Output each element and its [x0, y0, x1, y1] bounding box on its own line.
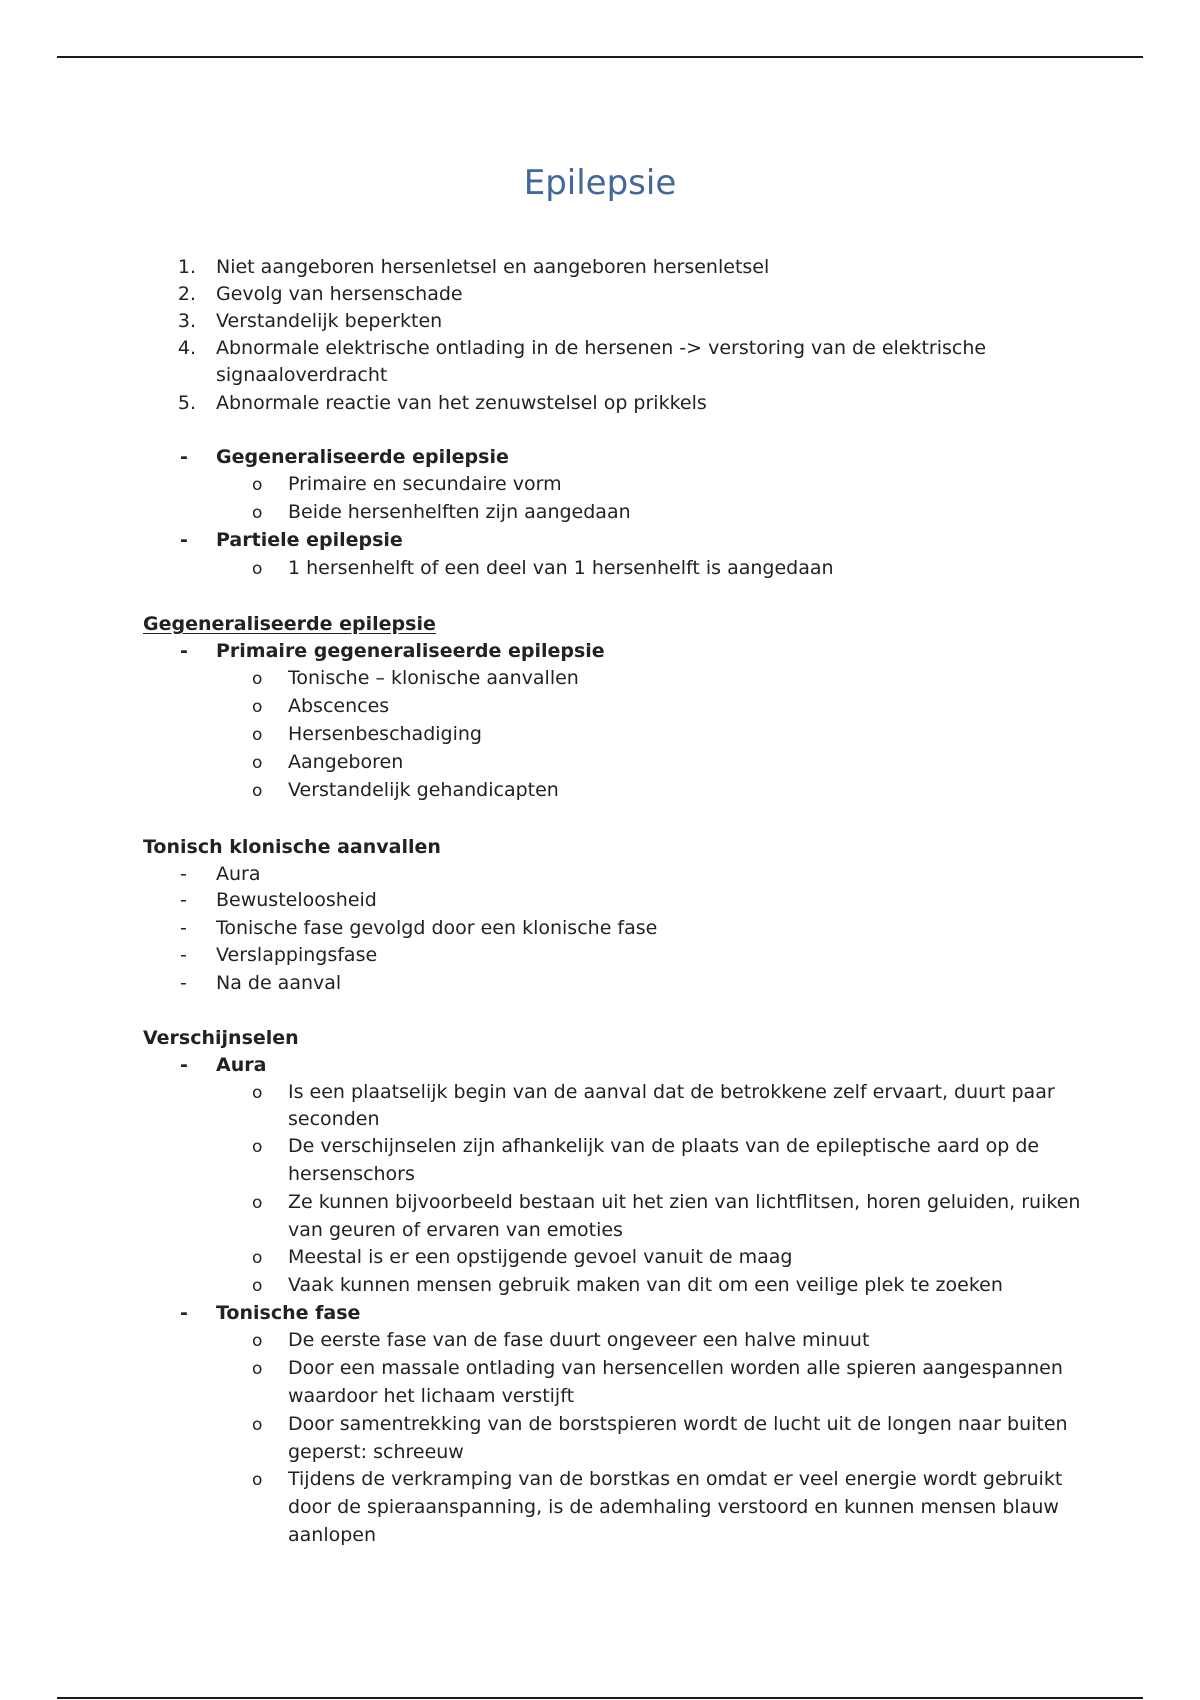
sub-item-continuation: aanlopen — [288, 1524, 377, 1546]
circle-bullet-icon: o — [252, 1415, 263, 1435]
circle-bullet-icon: o — [252, 781, 263, 801]
circle-bullet-icon: o — [252, 1331, 263, 1351]
sub-item-continuation: waardoor het lichaam verstijft — [288, 1385, 575, 1407]
list-number: 4. — [177, 337, 196, 359]
section-heading: Tonisch klonische aanvallen — [143, 836, 441, 858]
list-item: Verstandelijk beperkten — [216, 310, 443, 332]
sub-item: Hersenbeschadiging — [288, 723, 482, 745]
sub-item: Door een massale ontlading van hersencellen worden alle spieren aangespannen — [288, 1357, 1063, 1379]
circle-bullet-icon: o — [252, 475, 263, 495]
sub-item-continuation: van geuren of ervaren van emoties — [288, 1219, 623, 1241]
page-title: Epilepsie — [523, 163, 677, 203]
sub-item: Meestal is er een opstijgende gevoel vanuit de maag — [288, 1246, 793, 1268]
section-heading: Gegeneraliseerde epilepsie — [143, 613, 436, 635]
dash-bullet: - — [180, 972, 187, 994]
dash-bullet: - — [180, 640, 188, 662]
sub-item: Door samentrekking van de borstspieren wordt de lucht uit de longen naar buiten — [288, 1413, 1068, 1435]
circle-bullet-icon: o — [252, 1248, 263, 1268]
circle-bullet-icon: o — [252, 503, 263, 523]
dash-bullet: - — [180, 1302, 188, 1324]
circle-bullet-icon: o — [252, 559, 263, 579]
sub-item: Ze kunnen bijvoorbeeld bestaan uit het zien van lichtflitsen, horen geluiden, ruiken — [288, 1191, 1081, 1213]
sub-item: Tijdens de verkramping van de borstkas en omdat er veel energie wordt gebruikt — [288, 1468, 1063, 1490]
list-number: 5. — [177, 392, 196, 414]
circle-bullet-icon: o — [252, 1276, 263, 1296]
circle-bullet-icon: o — [252, 1083, 263, 1103]
sub-item: Aangeboren — [288, 751, 404, 773]
sub-item: Verstandelijk gehandicapten — [288, 779, 559, 801]
dash-bullet: - — [180, 1054, 188, 1076]
list-item: Bewusteloosheid — [216, 889, 377, 911]
circle-bullet-icon: o — [252, 725, 263, 745]
list-number: 1. — [177, 256, 196, 278]
sub-item: Beide hersenhelften zijn aangedaan — [288, 501, 631, 523]
list-item: Abnormale reactie van het zenuwstelsel op prikkels — [216, 392, 707, 414]
section-heading: Verschijnselen — [143, 1027, 299, 1049]
list-item: Aura — [216, 863, 261, 885]
subsection-label: Tonische fase — [216, 1302, 361, 1324]
footer-rule — [57, 1697, 1143, 1699]
sub-item: De eerste fase van de fase duurt ongeveer een halve minuut — [288, 1329, 870, 1351]
circle-bullet-icon: o — [252, 753, 263, 773]
list-item: Na de aanval — [216, 972, 342, 994]
circle-bullet-icon: o — [252, 1137, 263, 1157]
dash-bullet: - — [180, 529, 188, 551]
sub-item: Abscences — [288, 695, 390, 717]
type-label: Partiele epilepsie — [216, 529, 403, 551]
circle-bullet-icon: o — [252, 1470, 263, 1490]
dash-bullet: - — [180, 889, 187, 911]
circle-bullet-icon: o — [252, 697, 263, 717]
type-label: Gegeneraliseerde epilepsie — [216, 446, 509, 468]
header-rule — [57, 56, 1143, 58]
sub-item-continuation: seconden — [288, 1108, 380, 1130]
subsection-label: Aura — [216, 1054, 267, 1076]
list-number: 2. — [177, 283, 196, 305]
sub-item: Tonische – klonische aanvallen — [288, 667, 579, 689]
sub-item: 1 hersenhelft of een deel van 1 hersenhelft is aangedaan — [288, 557, 834, 579]
sub-item-continuation: hersenschors — [288, 1163, 415, 1185]
circle-bullet-icon: o — [252, 1359, 263, 1379]
dash-bullet: - — [180, 863, 187, 885]
sub-item: Vaak kunnen mensen gebruik maken van dit om een veilige plek te zoeken — [288, 1274, 1003, 1296]
circle-bullet-icon: o — [252, 1193, 263, 1213]
sub-item-continuation: door de spieraanspanning, is de ademhaling verstoord en kunnen mensen blauw — [288, 1496, 1059, 1518]
list-item: Abnormale elektrische ontlading in de hersenen -> verstoring van de elektrische — [216, 337, 987, 359]
list-item: Gevolg van hersenschade — [216, 283, 463, 305]
sub-item-continuation: geperst: schreeuw — [288, 1441, 464, 1463]
sub-item: Is een plaatselijk begin van de aanval dat de betrokkene zelf ervaart, duurt paar — [288, 1081, 1055, 1103]
dash-bullet: - — [180, 446, 188, 468]
list-item: Tonische fase gevolgd door een klonische fase — [216, 917, 658, 939]
circle-bullet-icon: o — [252, 669, 263, 689]
sub-item: Primaire en secundaire vorm — [288, 473, 562, 495]
list-number: 3. — [177, 310, 196, 332]
list-item: Verslappingsfase — [216, 944, 378, 966]
dash-bullet: - — [180, 944, 187, 966]
list-item-continuation: signaaloverdracht — [216, 364, 388, 386]
subsection-label: Primaire gegeneraliseerde epilepsie — [216, 640, 605, 662]
list-item: Niet aangeboren hersenletsel en aangeboren hersenletsel — [216, 256, 770, 278]
dash-bullet: - — [180, 917, 187, 939]
sub-item: De verschijnselen zijn afhankelijk van de plaats van de epileptische aard op de — [288, 1135, 1040, 1157]
